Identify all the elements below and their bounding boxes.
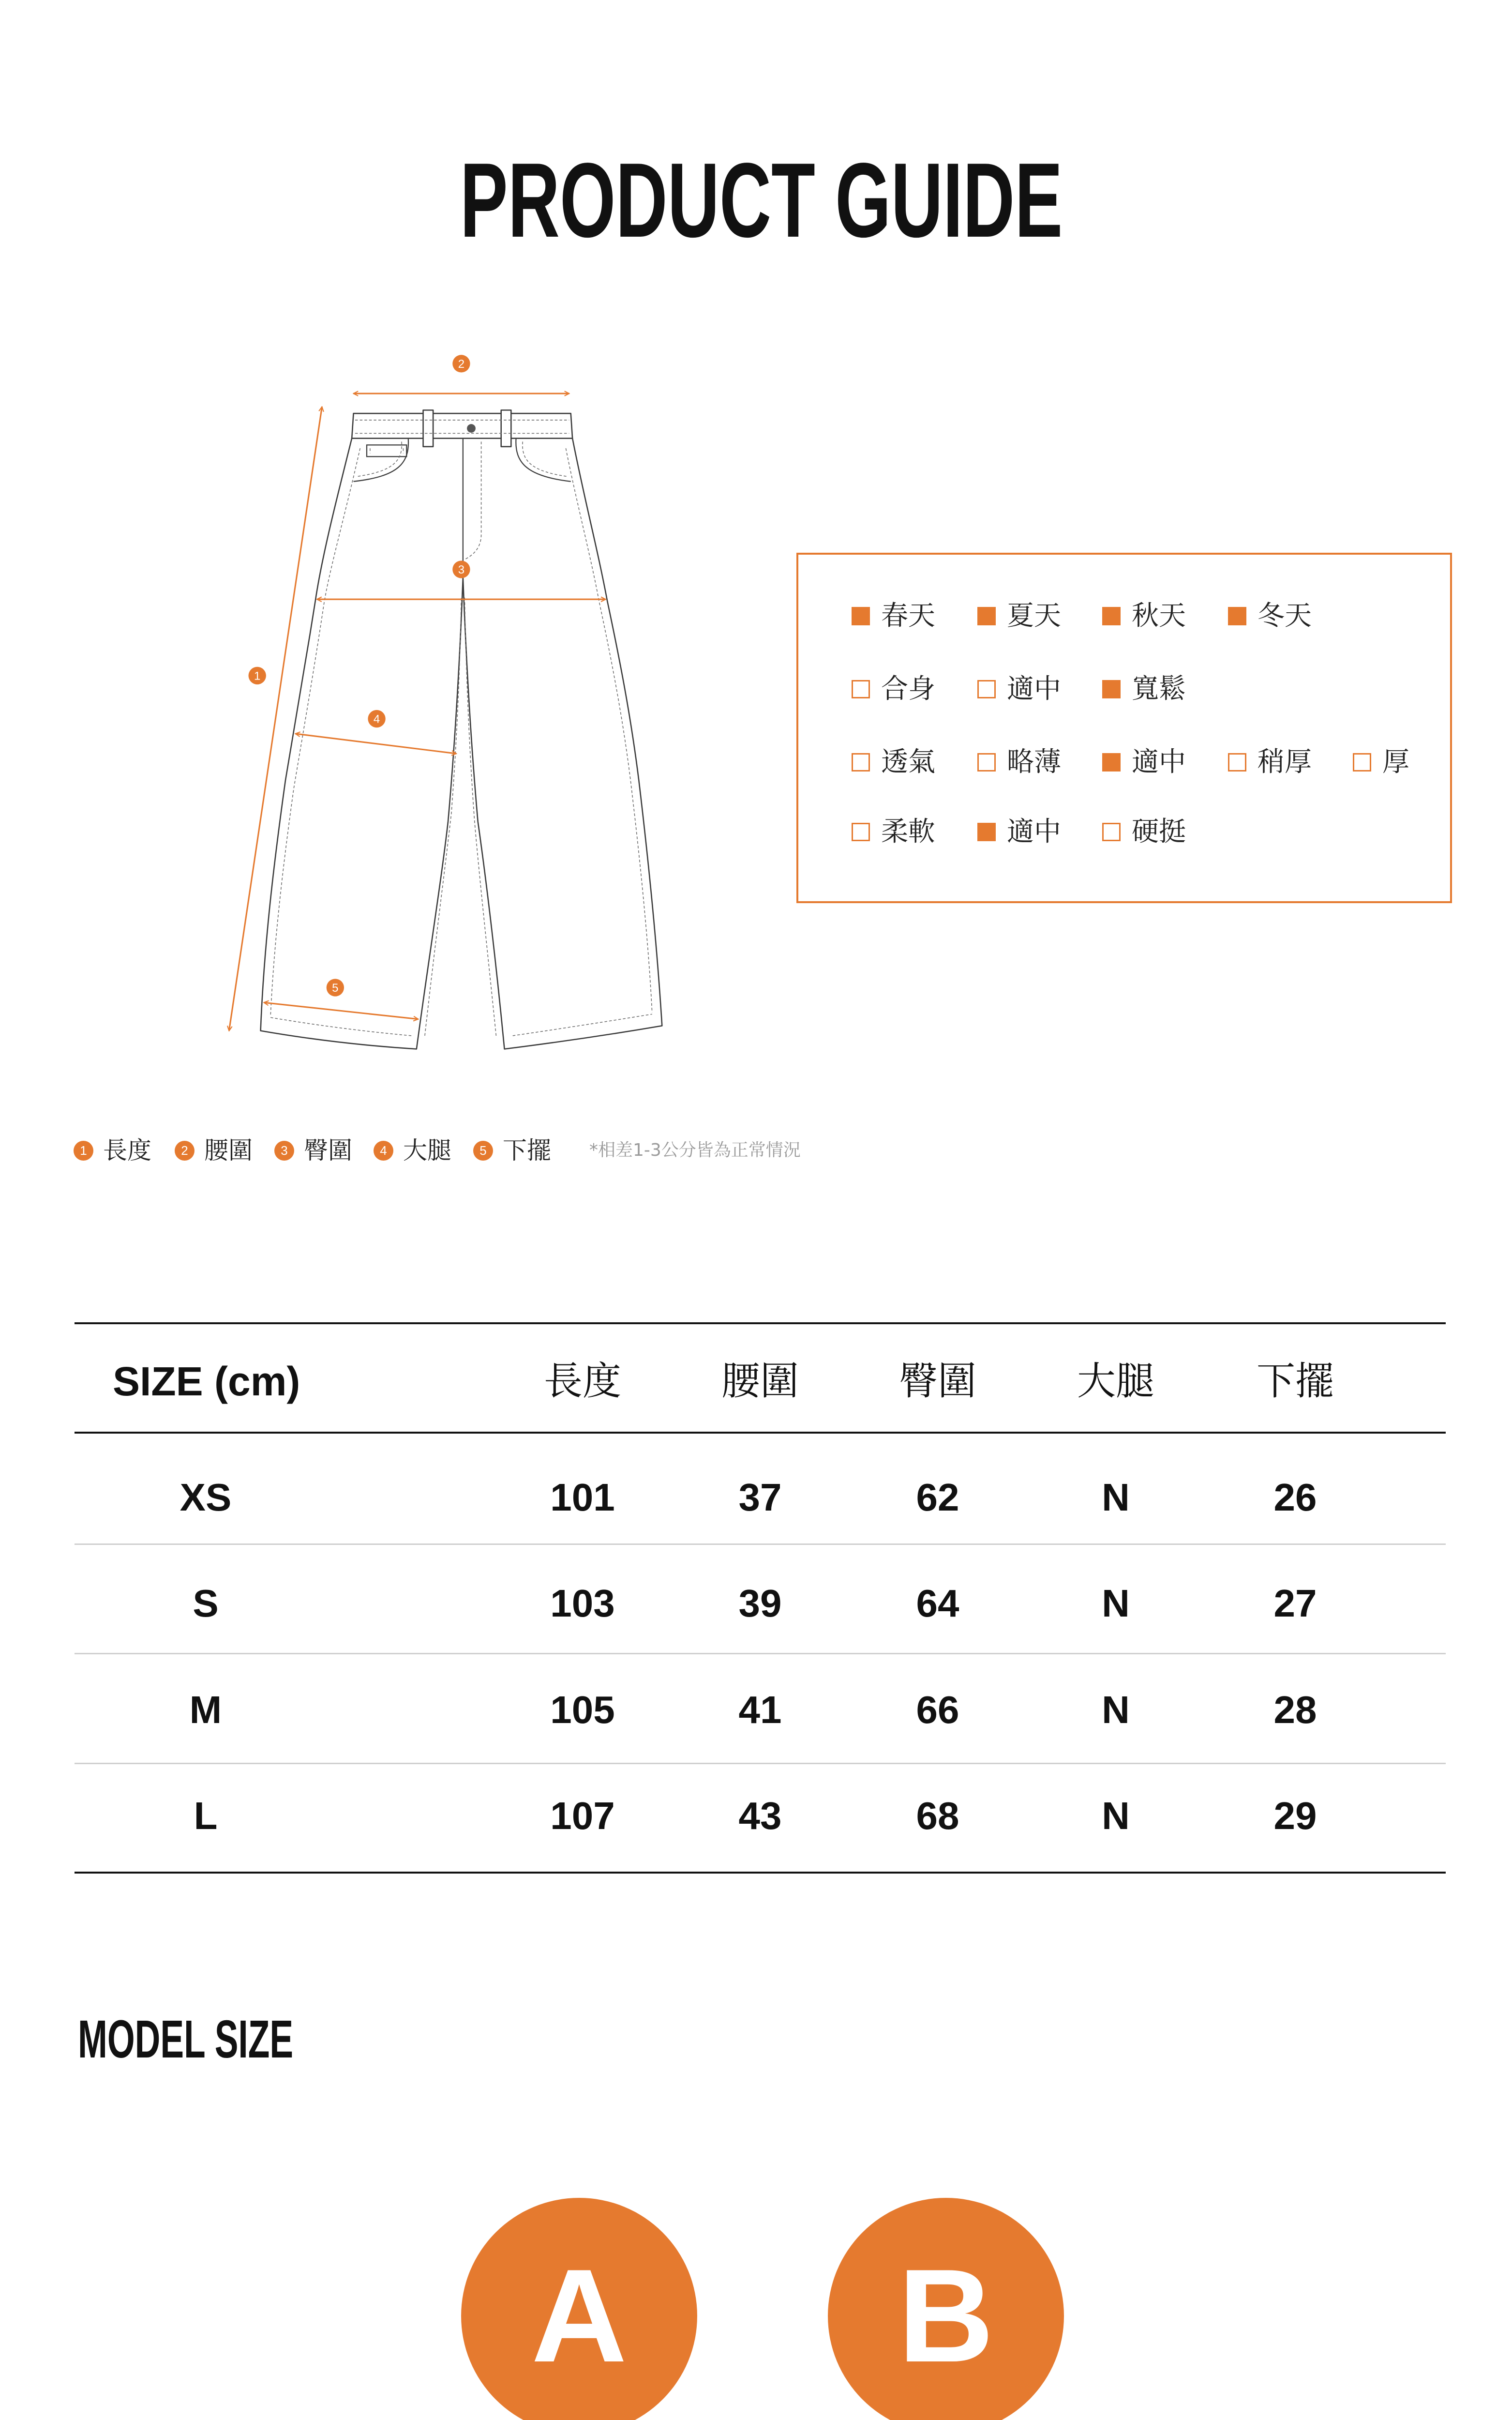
checkbox-icon bbox=[977, 823, 996, 841]
season-spring bbox=[852, 602, 935, 631]
thickness-medium bbox=[1102, 748, 1186, 777]
header-thigh: 大腿 bbox=[1077, 1359, 1154, 1404]
option-label: 略薄 bbox=[1007, 746, 1061, 778]
cell-size: S bbox=[193, 1582, 219, 1625]
cell-length: 101 bbox=[550, 1476, 615, 1519]
cell-size: L bbox=[194, 1794, 218, 1837]
table-row bbox=[0, 1688, 1512, 1731]
header-size: SIZE (cm) bbox=[113, 1359, 300, 1404]
option-label: 透氣 bbox=[881, 746, 935, 778]
model-size-title: MODEL SIZE bbox=[78, 2010, 294, 2069]
button bbox=[467, 424, 476, 433]
model-a-badge: A bbox=[461, 2198, 697, 2420]
thickness-thick bbox=[1353, 748, 1409, 777]
table-row bbox=[0, 1584, 1512, 1623]
legend-label: 下擺 bbox=[503, 1136, 551, 1165]
header-hem: 下擺 bbox=[1257, 1359, 1334, 1404]
option-label: 柔軟 bbox=[881, 816, 935, 847]
cell-hem: 28 bbox=[1273, 1688, 1317, 1731]
option-label: 適中 bbox=[1007, 673, 1061, 705]
checkbox-icon bbox=[1102, 823, 1121, 841]
fit-regular bbox=[977, 675, 1061, 704]
checkbox-icon bbox=[852, 753, 870, 771]
cell-length: 107 bbox=[550, 1794, 615, 1837]
cell-hip: 68 bbox=[916, 1794, 959, 1837]
measure-waist bbox=[354, 355, 569, 393]
cell-hip: 66 bbox=[916, 1688, 959, 1731]
row-divider bbox=[75, 1543, 1446, 1545]
checkbox-icon bbox=[1102, 680, 1121, 698]
legend-item-hip bbox=[274, 1136, 352, 1165]
legend-number: 4 bbox=[374, 1141, 393, 1161]
checkbox-icon bbox=[977, 680, 996, 698]
option-label: 夏天 bbox=[1007, 600, 1061, 632]
table-row bbox=[0, 1794, 1512, 1837]
table-header-rule bbox=[75, 1432, 1446, 1434]
option-label: 厚 bbox=[1382, 746, 1409, 778]
header-hip: 臀圍 bbox=[899, 1359, 976, 1404]
marker-5-number: 5 bbox=[332, 982, 339, 995]
pants-measurement-diagram bbox=[216, 332, 680, 1062]
legend-item-waist bbox=[175, 1136, 253, 1165]
checkbox-icon bbox=[1228, 607, 1246, 625]
option-label: 合身 bbox=[881, 673, 935, 705]
cell-waist: 43 bbox=[738, 1794, 782, 1837]
measurement-legend bbox=[0, 1136, 1512, 1165]
checkbox-icon bbox=[852, 823, 870, 841]
cell-hem: 27 bbox=[1273, 1582, 1317, 1625]
fabric-properties-box bbox=[796, 553, 1452, 903]
option-label: 稍厚 bbox=[1258, 746, 1312, 778]
belt-loop bbox=[423, 410, 434, 446]
waistband bbox=[352, 413, 572, 438]
fit-fitted bbox=[852, 675, 935, 704]
model-b-badge: B bbox=[828, 2198, 1064, 2420]
season-winter bbox=[1228, 602, 1312, 631]
marker-4-number: 4 bbox=[373, 712, 380, 726]
table-top-rule bbox=[75, 1322, 1446, 1324]
cell-thigh: N bbox=[1102, 1688, 1130, 1731]
table-bottom-rule bbox=[75, 1872, 1446, 1874]
marker-1-number: 1 bbox=[254, 669, 261, 683]
option-label: 秋天 bbox=[1132, 600, 1186, 632]
option-label: 適中 bbox=[1132, 746, 1186, 778]
legend-number: 5 bbox=[473, 1141, 493, 1161]
checkbox-icon bbox=[852, 607, 870, 625]
legend-number: 3 bbox=[274, 1141, 294, 1161]
option-label: 寬鬆 bbox=[1132, 673, 1186, 705]
marker-2-number: 2 bbox=[458, 357, 465, 371]
marker-3-number: 3 bbox=[458, 563, 465, 577]
legend-item-thigh bbox=[374, 1136, 451, 1165]
checkbox-icon bbox=[977, 753, 996, 771]
legend-item-length bbox=[74, 1136, 151, 1165]
legend-label: 大腿 bbox=[403, 1136, 451, 1165]
legend-label: 臀圍 bbox=[304, 1136, 352, 1165]
texture-soft bbox=[852, 817, 935, 847]
legend-number: 1 bbox=[74, 1141, 93, 1161]
cell-thigh: N bbox=[1102, 1582, 1130, 1625]
season-summer bbox=[977, 602, 1061, 631]
texture-stiff bbox=[1102, 817, 1186, 847]
cell-hip: 62 bbox=[916, 1476, 959, 1519]
belt-loop bbox=[501, 410, 511, 446]
option-label: 適中 bbox=[1007, 816, 1061, 847]
pants-outline bbox=[261, 410, 662, 1049]
header-waist: 腰圍 bbox=[721, 1359, 799, 1404]
tolerance-note: *相差1-3公分皆為正常情況 bbox=[589, 1140, 801, 1160]
legend-item-hem bbox=[473, 1136, 551, 1165]
option-label: 冬天 bbox=[1258, 600, 1312, 632]
header-length: 長度 bbox=[544, 1359, 621, 1404]
row-divider bbox=[75, 1653, 1446, 1654]
option-label: 硬挺 bbox=[1132, 816, 1186, 847]
thickness-slightly-thin bbox=[977, 748, 1061, 777]
table-row bbox=[0, 1478, 1512, 1517]
thickness-slightly-thick bbox=[1228, 748, 1312, 777]
legend-label: 長度 bbox=[103, 1136, 151, 1165]
cell-waist: 37 bbox=[738, 1476, 782, 1519]
checkbox-icon bbox=[977, 607, 996, 625]
row-divider bbox=[75, 1763, 1446, 1764]
table-header-row bbox=[0, 1361, 1512, 1402]
cell-hem: 29 bbox=[1273, 1794, 1317, 1837]
option-label: 春天 bbox=[881, 600, 935, 632]
cell-hem: 26 bbox=[1273, 1476, 1317, 1519]
checkbox-icon bbox=[1353, 753, 1371, 771]
cell-size: M bbox=[189, 1688, 222, 1731]
cell-waist: 39 bbox=[738, 1582, 782, 1625]
checkbox-icon bbox=[1102, 607, 1121, 625]
thickness-breathable bbox=[852, 748, 935, 777]
checkbox-icon bbox=[1228, 753, 1246, 771]
cell-length: 105 bbox=[550, 1688, 615, 1731]
fit-loose bbox=[1102, 675, 1186, 704]
cell-hip: 64 bbox=[916, 1582, 959, 1625]
season-autumn bbox=[1102, 602, 1186, 631]
legend-number: 2 bbox=[175, 1141, 195, 1161]
cell-waist: 41 bbox=[738, 1688, 782, 1731]
checkbox-icon bbox=[1102, 753, 1121, 771]
checkbox-icon bbox=[852, 680, 870, 698]
texture-medium bbox=[977, 817, 1061, 847]
cell-length: 103 bbox=[550, 1582, 615, 1625]
cell-thigh: N bbox=[1102, 1794, 1130, 1837]
page-title: PRODUCT GUIDE bbox=[460, 141, 1063, 259]
cell-size: XS bbox=[180, 1476, 232, 1519]
legend-label: 腰圍 bbox=[204, 1136, 253, 1165]
cell-thigh: N bbox=[1102, 1476, 1130, 1519]
